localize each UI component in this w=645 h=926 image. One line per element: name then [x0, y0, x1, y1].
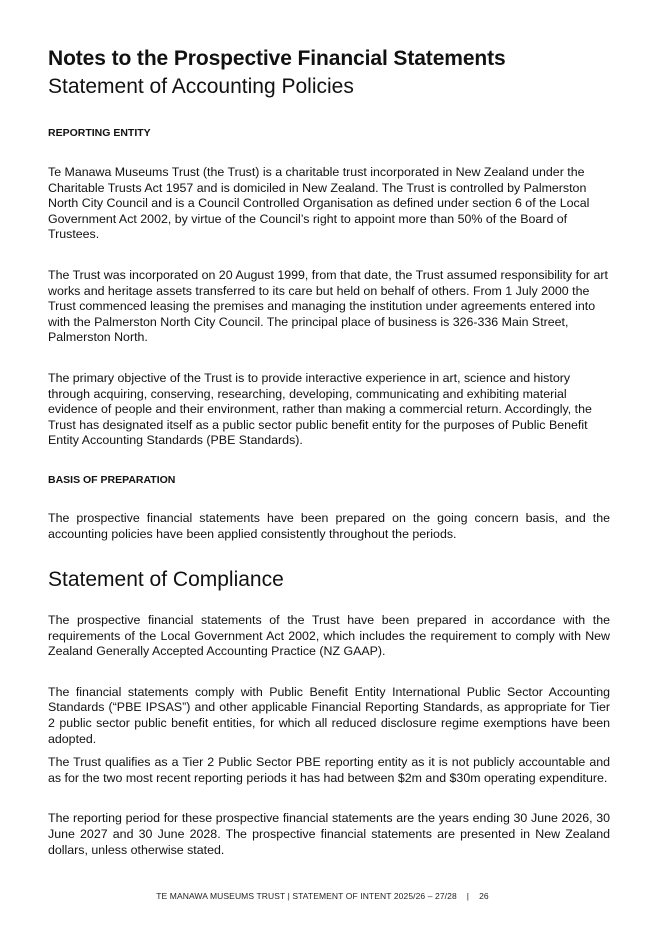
- reporting-entity-paragraph-2: The Trust was incorporated on 20 August 1999, from that date, the Trust assumed responsibility for art works and heritage assets transferred to its care but held on behalf of others. From 1 July 2000 the Trust commenced leasing the premises and managing the institution under agreements entered into with the Palmerston North City Council. The principal place of business is 326-336 Main Street, Palmerston North.: [48, 267, 608, 345]
- basis-of-preparation-paragraph: The prospective financial statements have been prepared on the going concern basis, and the accounting policies have been applied consistently throughout the periods.: [48, 510, 610, 541]
- compliance-paragraph-3: The Trust qualifies as a Tier 2 Public Sector PBE reporting entity as it is not publicly accountable and as for the two most recent reporting periods it has had between $2m and $30m operating expenditure.: [48, 755, 610, 785]
- compliance-heading: Statement of Compliance: [48, 568, 284, 592]
- reporting-entity-paragraph-3: The primary objective of the Trust is to provide interactive experience in art, science and history through acquiring, conserving, researching, developing, communicating and exhibiting material evidence of people and their environment, rather than making a commercial return. Accordingly, the Trust has designated itself as a public sector public benefit entity for the purposes of Public Benefit Entity Accounting Standards (PBE Standards).: [48, 370, 592, 448]
- page-subtitle: Statement of Accounting Policies: [48, 75, 354, 98]
- footer-text: TE MANAWA MUSEUMS TRUST | STATEMENT OF INTENT 2025/26 – 27/28: [156, 891, 457, 901]
- compliance-paragraph-4: The reporting period for these prospective financial statements are the years ending 30 June 2026, 30 June 2027 and 30 June 2028. The prospective financial statements are presented in New Zealand dollars, unless otherwise stated.: [48, 811, 610, 857]
- compliance-paragraph-1: The prospective financial statements of the Trust have been prepared in accordance with the requirements of the Local Government Act 2002, which includes the requirement to comply with New Zealand Generally Accepted Accounting Practice (NZ GAAP).: [48, 613, 610, 659]
- footer-separator: |: [466, 891, 470, 901]
- basis-of-preparation-heading: BASIS OF PREPARATION: [48, 473, 176, 486]
- compliance-paragraph-2: The financial statements comply with Public Benefit Entity International Public Sector Accounting Standards (“PBE IPSAS”) and other applicable Financial Reporting Standards, as appropriate for Tier 2 public sector public benefit entities, for which all reduced disclosure regime exemptions have been adopted.: [48, 684, 610, 746]
- page-title: Notes to the Prospective Financial Statements: [48, 47, 506, 70]
- reporting-entity-heading: REPORTING ENTITY: [48, 127, 151, 139]
- page-number: 26: [479, 891, 489, 901]
- reporting-entity-paragraph-1: Te Manawa Museums Trust (the Trust) is a charitable trust incorporated in New Zealand under the Charitable Trusts Act 1957 and is domiciled in New Zealand. The Trust is controlled by Palmerston North City Council and is a Council Controlled Organisation as defined under section 6 of the Local Government Act 2002, by virtue of the Council’s right to appoint more than 50% of the Board of Trustees.: [48, 165, 590, 242]
- page-footer: [0, 891, 645, 901]
- page-content: [48, 46, 610, 858]
